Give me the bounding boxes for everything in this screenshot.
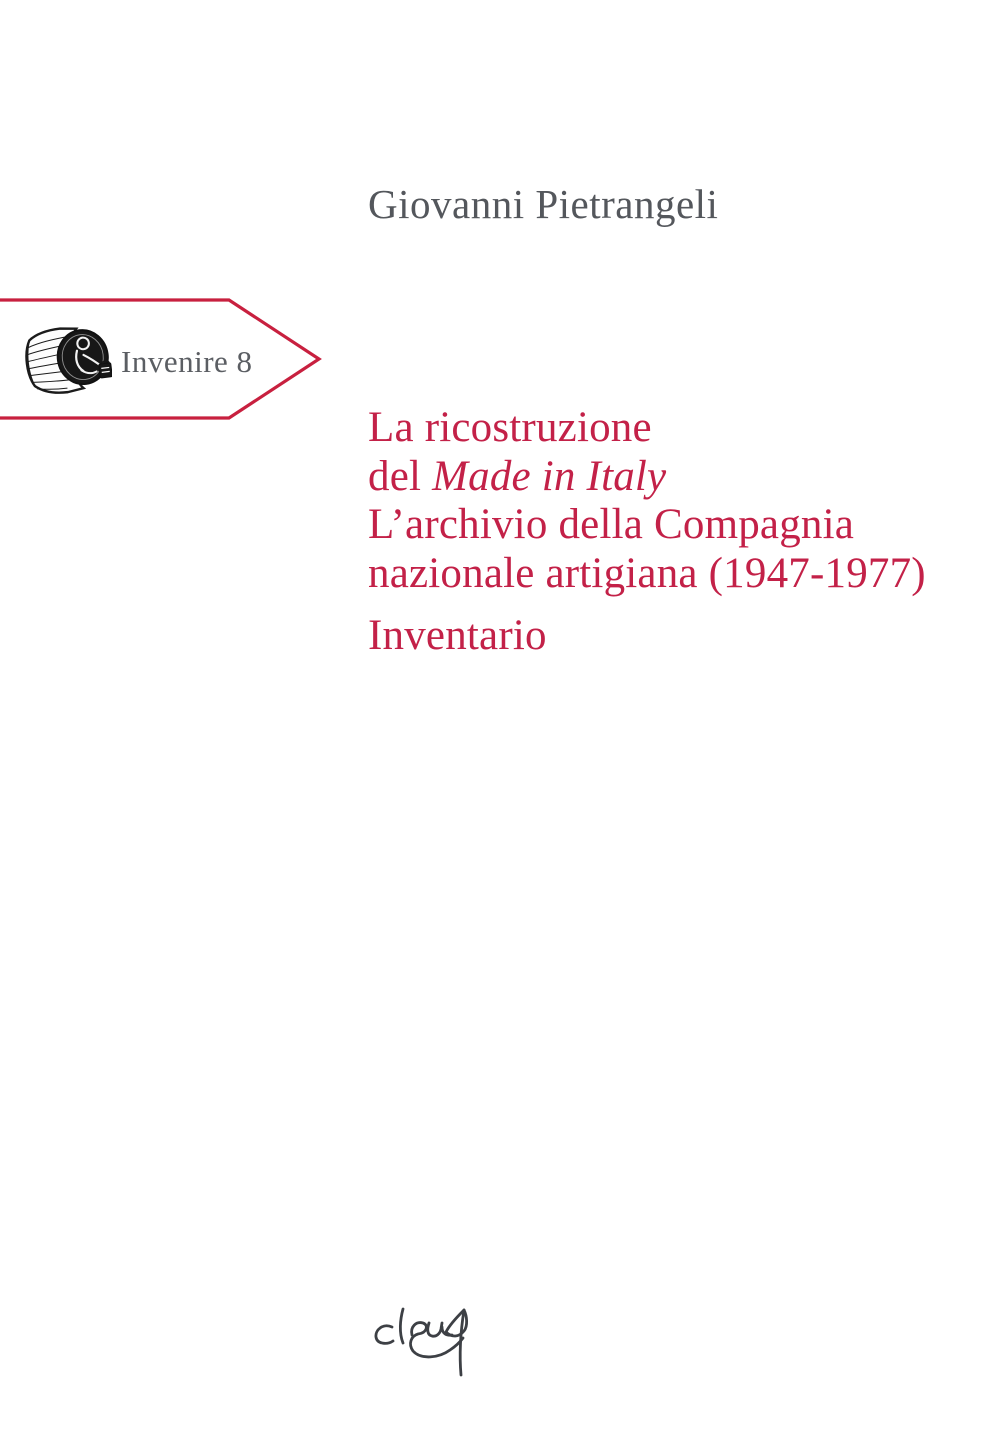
title-line-3: L’archivio della Compagnia xyxy=(368,501,855,548)
subtitle: Inventario xyxy=(368,612,547,659)
title-line-2-prefix: del xyxy=(368,452,433,500)
cleup-logo xyxy=(366,1294,496,1394)
title-line-2 xyxy=(368,453,926,502)
title-line-2-italic: Made in Italy xyxy=(432,452,667,500)
title-block xyxy=(368,404,926,661)
author-name: Giovanni Pietrangeli xyxy=(368,181,719,227)
series-label: Invenire 8 xyxy=(121,344,253,379)
figure-in-barrel-icon xyxy=(22,324,112,396)
title-line-1: La ricostruzione xyxy=(368,404,652,451)
title-line-4: nazionale artigiana (1947-1977) xyxy=(368,549,926,597)
